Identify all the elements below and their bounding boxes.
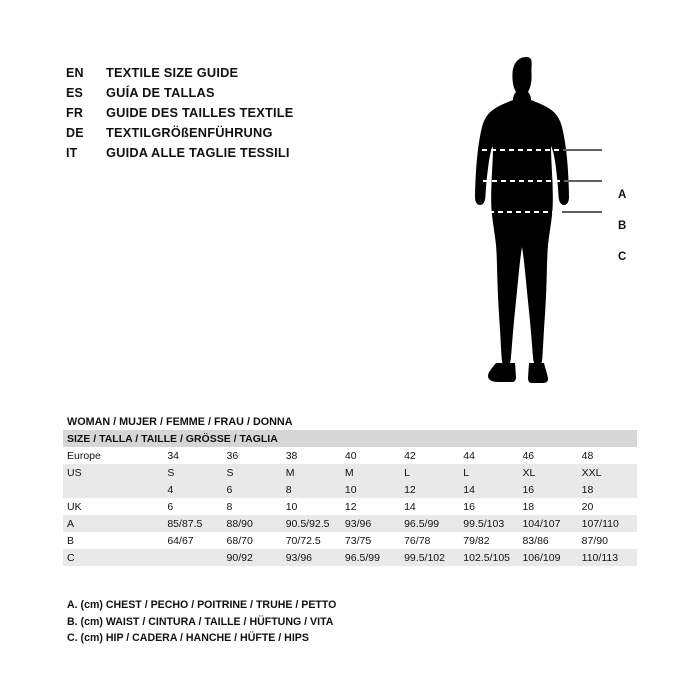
row-cell: 14 bbox=[459, 481, 518, 498]
measure-label-c: C bbox=[618, 251, 627, 263]
language-title-block bbox=[66, 63, 406, 163]
language-code: DE bbox=[66, 126, 84, 140]
language-row bbox=[66, 103, 406, 123]
row-cell: 68/70 bbox=[223, 532, 282, 549]
row-cell: M bbox=[282, 464, 341, 481]
row-cell: 64/67 bbox=[163, 532, 222, 549]
table-row bbox=[63, 447, 637, 464]
language-title: TEXTILGRÖßENFÜHRUNG bbox=[106, 125, 273, 140]
row-label: UK bbox=[63, 498, 163, 515]
language-title: GUÍA DE TALLAS bbox=[106, 85, 215, 100]
table-header-label: SIZE / TALLA / TAILLE / GRÖSSE / TAGLIA bbox=[63, 430, 637, 447]
row-cell: 106/109 bbox=[518, 549, 577, 566]
row-cell bbox=[163, 549, 222, 566]
row-cell: L bbox=[459, 464, 518, 481]
row-cell: XL bbox=[518, 464, 577, 481]
woman-silhouette-icon bbox=[450, 45, 670, 425]
row-cell: 73/75 bbox=[341, 532, 400, 549]
row-cell: XXL bbox=[578, 464, 637, 481]
row-cell: 99.5/103 bbox=[459, 515, 518, 532]
language-row bbox=[66, 83, 406, 103]
measure-label-a: A bbox=[618, 189, 627, 201]
row-cell: 99.5/102 bbox=[400, 549, 459, 566]
row-cell: 20 bbox=[578, 498, 637, 515]
table-title: WOMAN / MUJER / FEMME / FRAU / DONNA bbox=[63, 413, 637, 430]
row-cell: 4 bbox=[163, 481, 222, 498]
row-cell: 12 bbox=[400, 481, 459, 498]
language-row bbox=[66, 123, 406, 143]
row-cell: 6 bbox=[223, 481, 282, 498]
size-table-container bbox=[63, 413, 637, 566]
woman-silhouette-figure bbox=[450, 45, 670, 425]
row-cell: 16 bbox=[518, 481, 577, 498]
language-row bbox=[66, 63, 406, 83]
language-title: TEXTILE SIZE GUIDE bbox=[106, 65, 239, 80]
row-cell: 79/82 bbox=[459, 532, 518, 549]
table-row bbox=[63, 532, 637, 549]
row-cell: 96.5/99 bbox=[341, 549, 400, 566]
row-cell: S bbox=[163, 464, 222, 481]
row-cell: L bbox=[400, 464, 459, 481]
row-cell: 83/86 bbox=[518, 532, 577, 549]
row-cell: 46 bbox=[518, 447, 577, 464]
measurement-legend bbox=[67, 597, 567, 647]
legend-line-b: B. (cm) WAIST / CINTURA / TAILLE / HÜFTUNG / VITA bbox=[67, 615, 334, 628]
legend-line-c: C. (cm) HIP / CADERA / HANCHE / HÜFTE / HIPS bbox=[67, 632, 309, 644]
row-label bbox=[63, 481, 163, 498]
language-title: GUIDE DES TAILLES TEXTILE bbox=[106, 105, 294, 120]
row-cell: 70/72.5 bbox=[282, 532, 341, 549]
row-cell: 90.5/92.5 bbox=[282, 515, 341, 532]
row-label: A bbox=[63, 515, 163, 532]
row-label: US bbox=[63, 464, 163, 481]
row-cell: 87/90 bbox=[578, 532, 637, 549]
row-cell: 102.5/105 bbox=[459, 549, 518, 566]
row-cell: 107/110 bbox=[578, 515, 637, 532]
language-code: EN bbox=[66, 66, 84, 80]
size-table bbox=[63, 413, 637, 566]
row-cell: 36 bbox=[223, 447, 282, 464]
row-cell: 110/113 bbox=[578, 549, 637, 566]
row-cell: M bbox=[341, 464, 400, 481]
table-title-row bbox=[63, 413, 637, 430]
row-cell: 6 bbox=[163, 498, 222, 515]
language-code: ES bbox=[66, 86, 84, 100]
row-label: C bbox=[63, 549, 163, 566]
row-cell: 76/78 bbox=[400, 532, 459, 549]
row-cell: 16 bbox=[459, 498, 518, 515]
row-cell: 93/96 bbox=[282, 549, 341, 566]
row-cell: 96.5/99 bbox=[400, 515, 459, 532]
row-cell: S bbox=[223, 464, 282, 481]
row-cell: 34 bbox=[163, 447, 222, 464]
language-row bbox=[66, 143, 406, 163]
row-cell: 85/87.5 bbox=[163, 515, 222, 532]
row-cell: 42 bbox=[400, 447, 459, 464]
row-cell: 93/96 bbox=[341, 515, 400, 532]
row-cell: 18 bbox=[578, 481, 637, 498]
row-cell: 38 bbox=[282, 447, 341, 464]
table-row bbox=[63, 481, 637, 498]
row-cell: 10 bbox=[341, 481, 400, 498]
row-cell: 48 bbox=[578, 447, 637, 464]
row-cell: 18 bbox=[518, 498, 577, 515]
language-code: FR bbox=[66, 106, 84, 120]
row-cell: 8 bbox=[223, 498, 282, 515]
language-code: IT bbox=[66, 146, 78, 160]
legend-line-a: A. (cm) CHEST / PECHO / POITRINE / TRUHE / PETTO bbox=[67, 599, 337, 611]
row-cell: 88/90 bbox=[223, 515, 282, 532]
language-title: GUIDA ALLE TAGLIE TESSILI bbox=[106, 145, 290, 160]
table-row bbox=[63, 549, 637, 566]
table-header-row bbox=[63, 430, 637, 447]
row-cell: 40 bbox=[341, 447, 400, 464]
row-label: Europe bbox=[63, 447, 163, 464]
row-cell: 14 bbox=[400, 498, 459, 515]
row-cell: 10 bbox=[282, 498, 341, 515]
row-cell: 90/92 bbox=[223, 549, 282, 566]
table-row bbox=[63, 498, 637, 515]
row-cell: 12 bbox=[341, 498, 400, 515]
row-cell: 104/107 bbox=[518, 515, 577, 532]
row-cell: 44 bbox=[459, 447, 518, 464]
row-label: B bbox=[63, 532, 163, 549]
table-row bbox=[63, 515, 637, 532]
measure-label-b: B bbox=[618, 220, 627, 232]
row-cell: 8 bbox=[282, 481, 341, 498]
table-row bbox=[63, 464, 637, 481]
